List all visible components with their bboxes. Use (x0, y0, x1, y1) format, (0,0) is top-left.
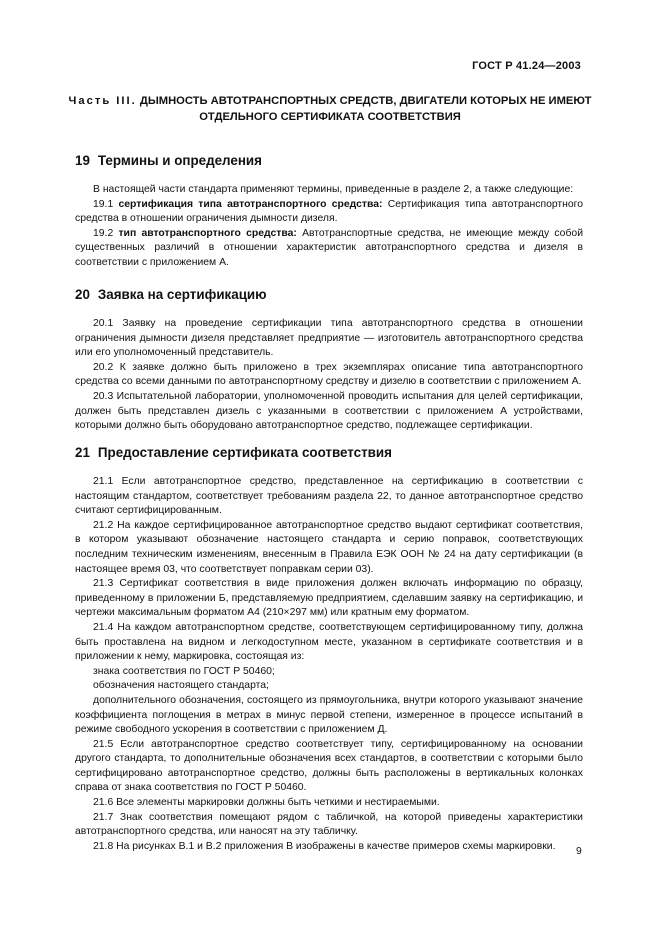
part-title-line-2: ОТДЕЛЬНОГО СЕРТИФИКАТА СООТВЕТСТВИЯ (199, 111, 461, 123)
paragraph-19-2: 19.2 тип автотранспортного средства: Автотранспортные средства, не имеющие между собой существенных различий в отношении характеристик автотранспортного средства и дизеля в соответствии с приложением А. (75, 227, 583, 268)
section-20-number: 20 (75, 287, 90, 302)
paragraph-21-8: 21.8 На рисунках В.1 и В.2 приложения В изображены в качестве примеров схемы маркировки. (93, 840, 556, 852)
term-19-1: сертификация типа автотранспортного средства: (118, 198, 383, 210)
paragraph-21-7: 21.7 Знак соответствия помещают рядом с табличкой, на которой приведены характеристики автотранспортного средства, или наносят на эту табличку. (75, 811, 583, 838)
paragraph-21-4-item-2: обозначения настоящего стандарта; (93, 680, 269, 692)
section-20-heading (75, 287, 267, 302)
paragraph-21-4-item-1: знака соответствия по ГОСТ Р 50460; (93, 665, 275, 677)
part-title-text: ДЫМНОСТЬ АВТОТРАНСПОРТНЫХ СРЕДСТВ, ДВИГАТЕЛИ КОТОРЫХ НЕ ИМЕЮТ (139, 95, 592, 107)
section-21-body (75, 475, 583, 854)
paragraph-21-4: 21.4 На каждом автотранспортном средстве, соответствующем сертифицированному типу, должна быть проставлена на видном и легкодоступном месте, указанном в сертификате соответствия и в приложении к нему, маркировка, состоящая из: (75, 621, 583, 663)
part-title (60, 93, 600, 125)
part-title-line-1 (60, 93, 600, 109)
section-19-body (75, 183, 583, 271)
section-21-heading (75, 445, 392, 460)
section-19-title: Термины и определения (97, 153, 262, 168)
section-20-body (75, 317, 583, 434)
paragraph-21-1: 21.1 Если автотранспортное средство, представленное на сертификацию в соответствии с настоящим стандартом, соответствует требованиям раздела 22, то данное автотранспортное средство считают сертифицированным. (75, 476, 583, 517)
paragraph-21-4-item-3: дополнительного обозначения, состоящего из прямоугольника, внутри которого указывают значение коэффициента поглощения в метрах в минус первой степени, измеренное в процессе испытаний в режиме свободного ускорения в соответствии с приложением Д. (75, 694, 583, 736)
paragraph-21-2: 21.2 На каждое сертифицированное автотранспортное средство выдают сертификат соответствия, в котором указывают обозначение настоящего стандарта и серию поправок, соответствующих последним техническим изменениям, внесенным в Правила ЕЭК ООН № 24 на дату сертификации (в настоящее время 03, что соответствует поправкам серии 03). (75, 519, 583, 575)
section-19-heading (75, 153, 262, 168)
section-21-title: Предоставление сертификата соответствия (97, 445, 392, 460)
section-19-intro: В настоящей части стандарта применяют термины, приведенные в разделе 2, а также следующие: (93, 184, 574, 195)
part-label: Часть III. (68, 95, 137, 107)
page-number: 9 (576, 846, 582, 857)
paragraph-20-3: 20.3 Испытательной лаборатории, уполномоченной проводить испытания для целей сертификации, должен быть представлен дизель с указанными в соответствии с приложением А устройствами, которыми должно быть оборудовано автотранспортное средство, подлежащее сертификации. (75, 390, 583, 432)
paragraph-21-6: 21.6 Все элементы маркировки должны быть четкими и нестираемыми. (93, 797, 440, 809)
document-code: ГОСТ Р 41.24—2003 (472, 60, 581, 72)
paragraph-19-1: 19.1 сертификация типа автотранспортного средства: Сертификация типа автотранспортного средства в отношении ограничения дымности дизеля. (75, 198, 584, 225)
section-20-title: Заявка на сертификацию (97, 287, 267, 302)
paragraph-20-2: 20.2 К заявке должно быть приложено в трех экземплярах описание типа автотранспортного средства со всеми данными по автотранспортному средству и дизелю в соответствии с приложением А. (75, 361, 583, 388)
section-21-number: 21 (75, 445, 90, 460)
section-19-number: 19 (75, 153, 90, 168)
paragraph-21-3: 21.3 Сертификат соответствия в виде приложения должен включать информацию по образцу, приведенному в приложении Б, представляемую предприятием, сделавшим заявку на сертификацию, и чертежи максимальным форматом А4 (210×297 мм) или кратным ему форматом. (75, 578, 583, 619)
paragraph-20-1: 20.1 Заявку на проведение сертификации типа автотранспортного средства в отношении ограничения дымности дизеля представляет предприятие — изготовитель автотранспортного средства или его уполномоченный представитель. (75, 318, 583, 359)
paragraph-21-5: 21.5 Если автотранспортное средство соответствует типу, сертифицированному на основании другого стандарта, то дополнительные обозначения всех стандартов, в соответствии с которыми было сертифицировано автотранспортное средство, должны быть расположены в вертикальных колонках справа от знака соответствия по ГОСТ Р 50460. (75, 738, 583, 794)
term-19-2: тип автотранспортного средства: (118, 227, 297, 239)
